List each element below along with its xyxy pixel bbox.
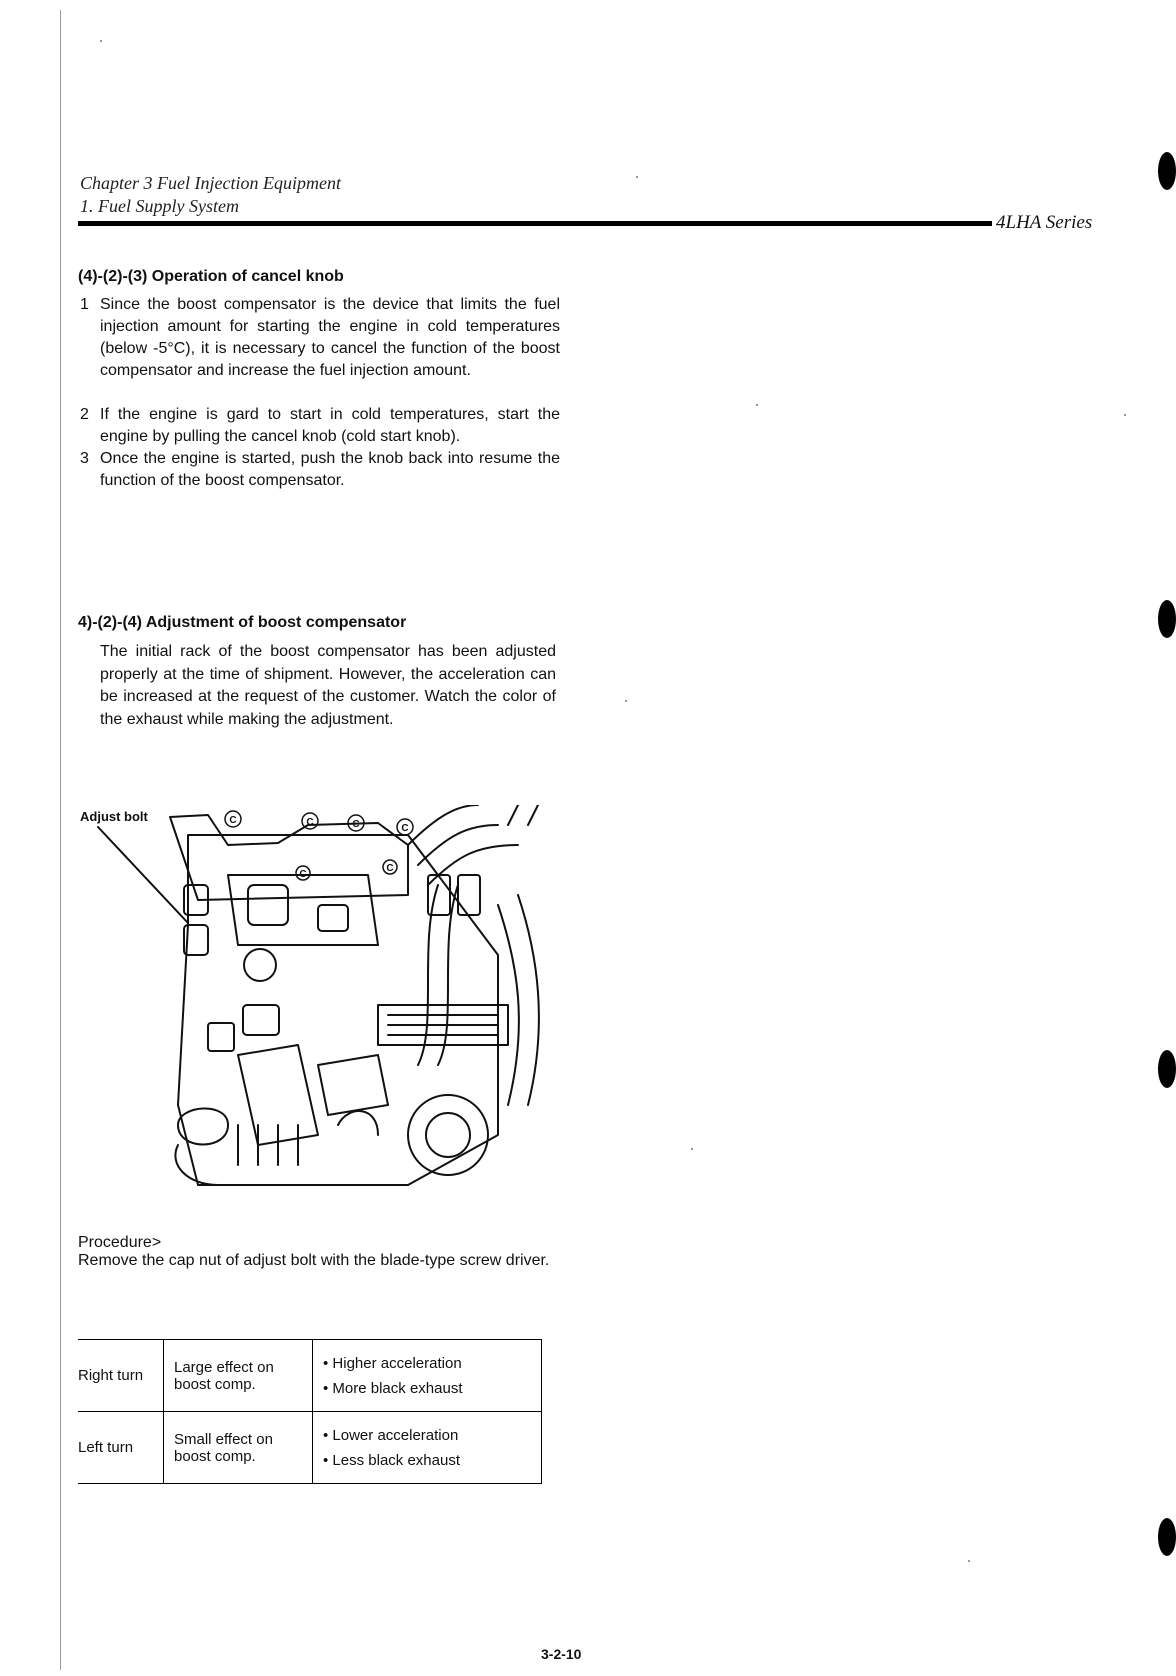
item-text: Since the boost compensator is the device that limits the fuel injection amount for starting the engine in cold temperatures (below -5°C), it is necessary to cancel the function of the boost compensator and increase the fuel injection amount. [100,296,560,379]
effect-cell: Small effect on boost comp. [164,1412,313,1484]
left-margin-rule [60,10,61,1670]
result-item: • More black exhaust [323,1379,463,1397]
list-item [80,448,560,492]
procedure-heading: Procedure> [78,1234,162,1251]
binder-hole-3 [1158,1050,1176,1088]
marker-c: C [386,863,394,874]
cancel-knob-heading: (4)-(2)-(3) Operation of cancel knob [78,268,344,285]
turn-direction: Right turn [78,1340,164,1412]
header-rule [78,221,992,226]
result-cell [313,1412,542,1484]
table-row [78,1340,542,1412]
turn-direction: Left turn [78,1412,164,1484]
leader-line [98,827,188,923]
speck [968,1560,970,1562]
result-item: • Lower acceleration [323,1426,459,1444]
result-cell [313,1340,542,1412]
adjust-bolt-label: Adjust bolt [80,809,148,824]
procedure-text: Remove the cap nut of adjust bolt with the blade-type screw driver. [78,1252,550,1269]
adjustment-paragraph: The initial rack of the boost compensator has been adjusted properly at the time of shipment. However, the acceleration can be increased at the request of the customer. Watch the color of the exhaust while making the adjustment. [100,643,556,728]
speck [756,404,758,406]
marker-c: C [229,815,237,826]
marker-c: C [352,819,360,830]
marker-c: C [306,817,314,828]
effect-cell: Large effect on boost comp. [164,1340,313,1412]
list-item [80,294,560,382]
adjustment-table [78,1339,542,1484]
marker-c: C [401,823,409,834]
speck [625,700,627,702]
result-item: • Less black exhaust [323,1451,460,1469]
binder-hole-1 [1158,152,1176,190]
item-number: 2 [80,406,89,423]
running-header [80,172,341,218]
item-text: Once the engine is started, push the knob back into resume the function of the boost compensator. [100,450,560,489]
speck [691,1148,693,1150]
marker-c: C [299,869,307,880]
speck [100,40,102,42]
item-number: 3 [80,450,89,467]
series-label: 4LHA Series [996,212,1093,233]
section-title: 1. Fuel Supply System [80,196,239,216]
binder-hole-2 [1158,600,1176,638]
speck [1124,414,1126,416]
chapter-title: Chapter 3 Fuel Injection Equipment [80,173,341,193]
binder-hole-4 [1158,1518,1176,1556]
result-item: • Higher acceleration [323,1354,462,1372]
table-row [78,1412,542,1484]
item-number: 1 [80,296,89,313]
page-number: 3-2-10 [541,1646,582,1662]
speck [636,176,638,178]
boost-compensator-illustration [78,805,560,1195]
item-text: If the engine is gard to start in cold temperatures, start the engine by pulling the cancel knob (cold start knob). [100,406,560,445]
list-item [80,404,560,448]
adjustment-heading: 4)-(2)-(4) Adjustment of boost compensator [78,614,407,631]
